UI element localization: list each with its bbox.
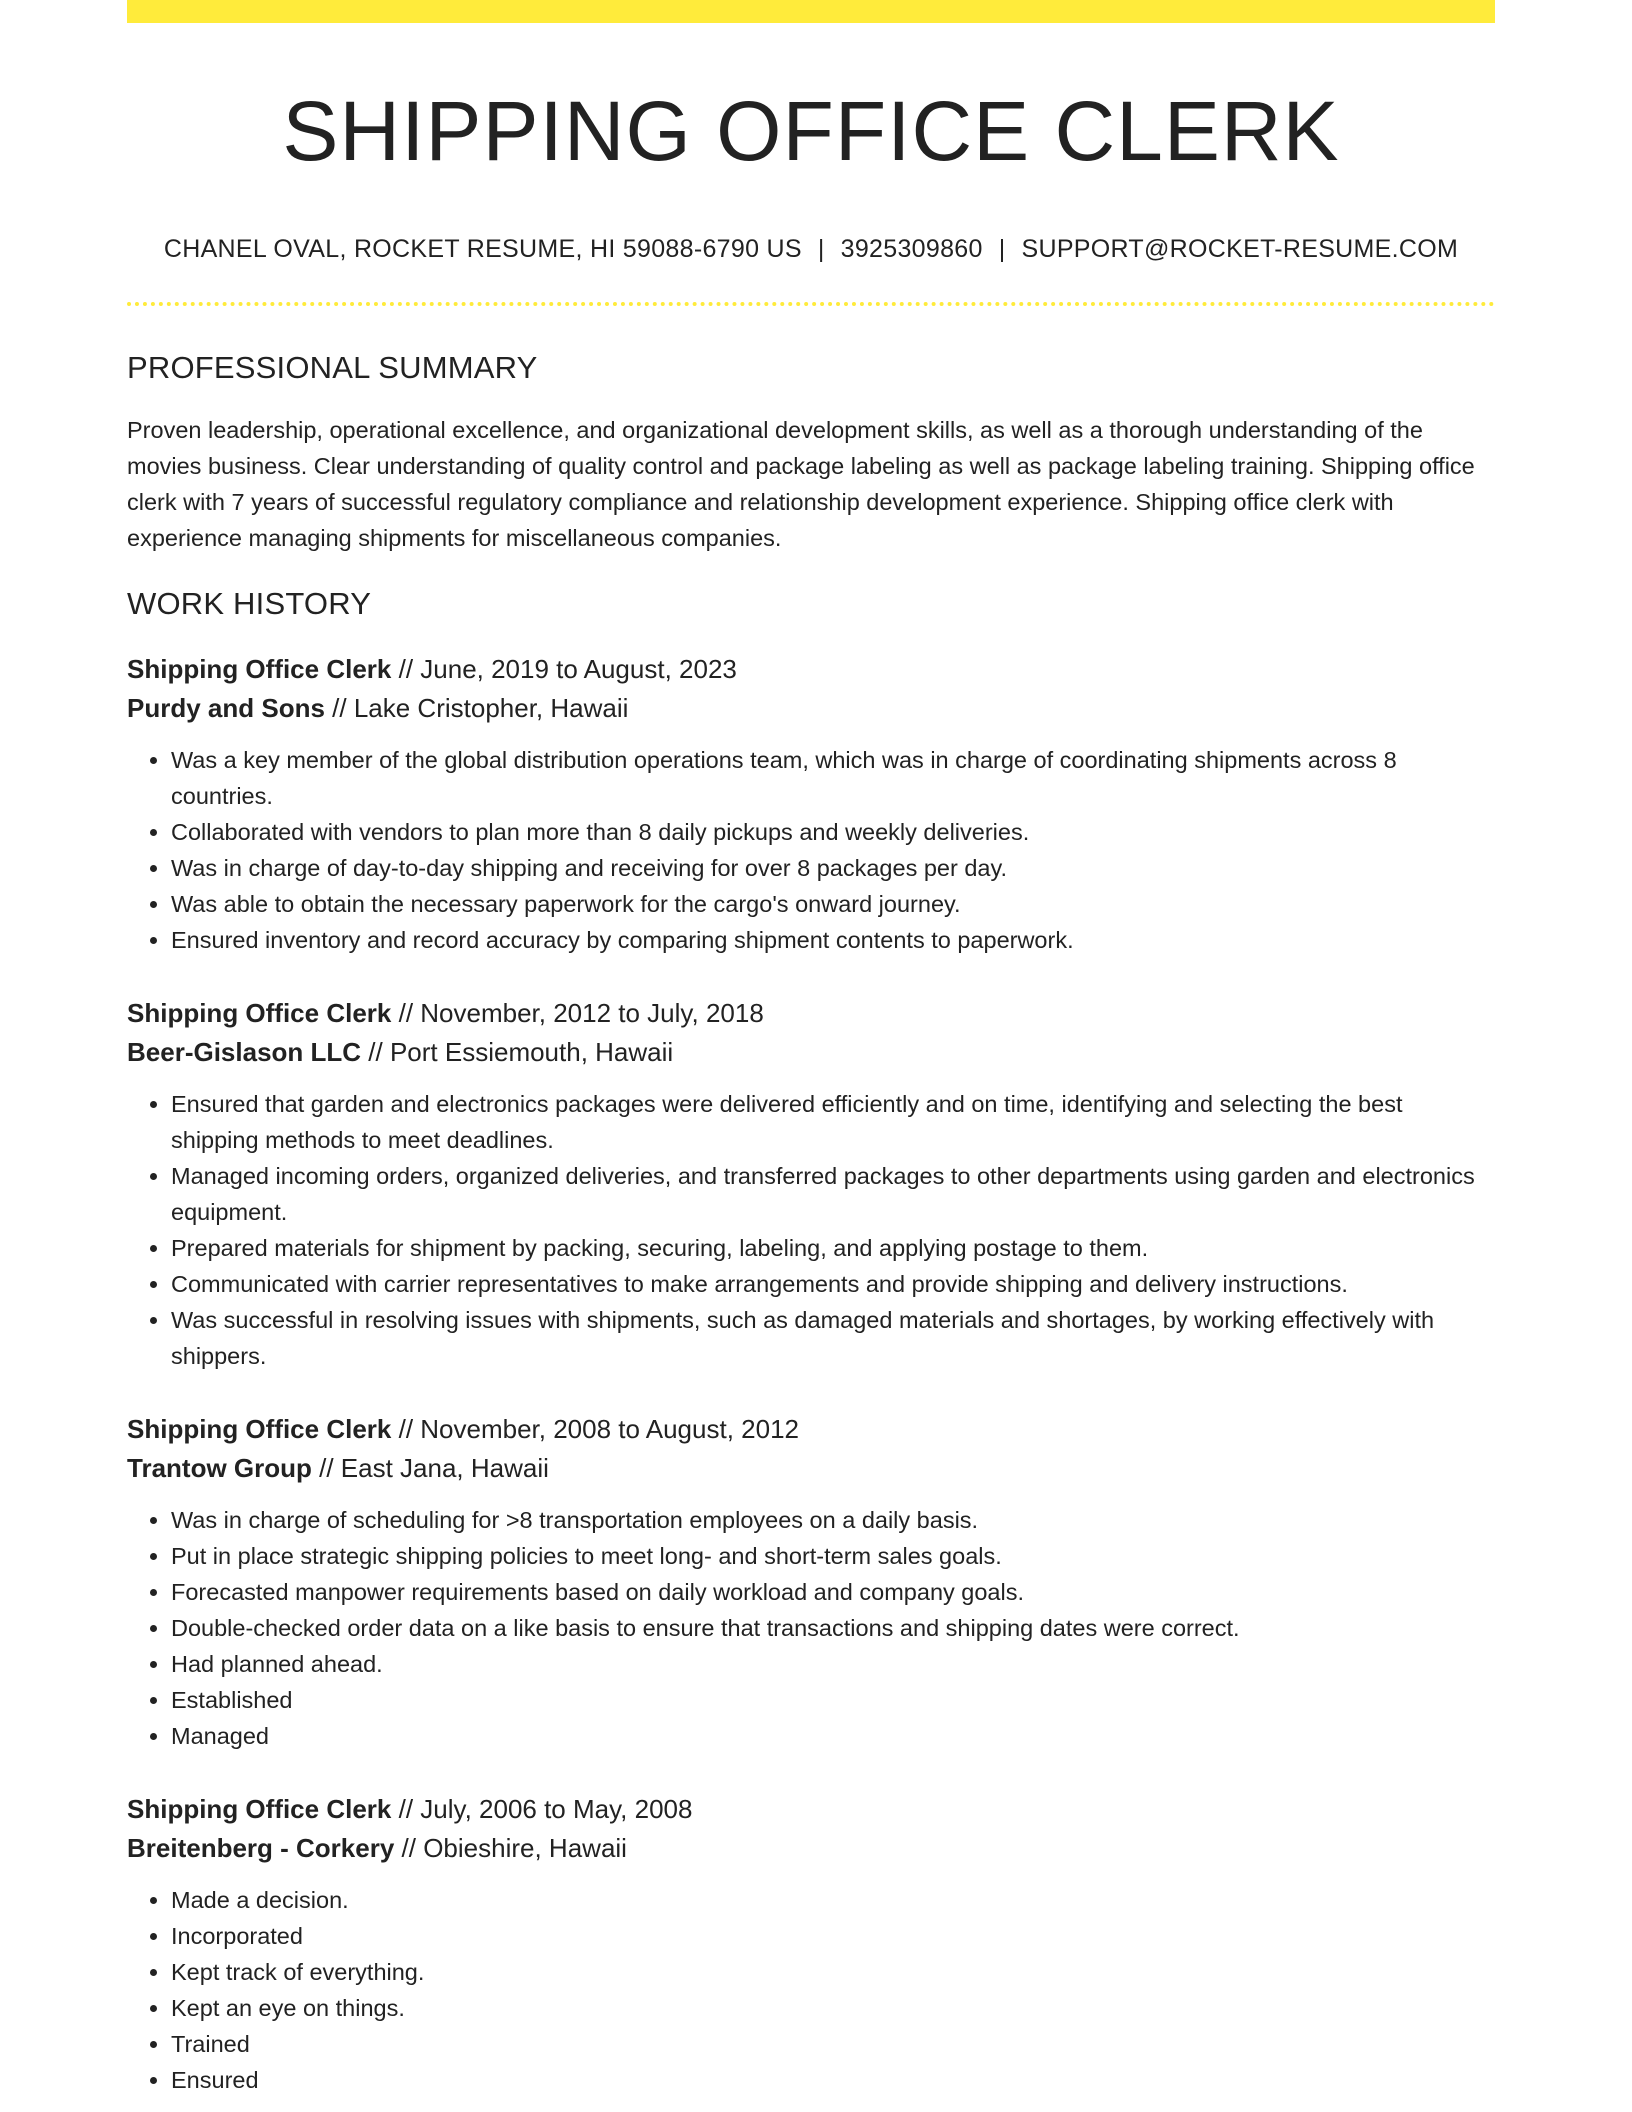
list-item: • Had planned ahead. [171, 1646, 1495, 1682]
job-location: // Obieshire, Hawaii [394, 1833, 627, 1864]
job-dates: // June, 2019 to August, 2023 [391, 654, 737, 685]
job-role: Shipping Office Clerk [127, 1794, 392, 1825]
job-dates: // July, 2006 to May, 2008 [391, 1794, 693, 1825]
job-role-line [127, 1410, 1495, 1449]
job-company-line [127, 1449, 1495, 1488]
job-location: // Lake Cristopher, Hawaii [324, 693, 629, 724]
job-location: // Port Essiemouth, Hawaii [361, 1037, 674, 1068]
contact-phone: 3925309860 [840, 235, 983, 264]
list-item: • Established [171, 1682, 1495, 1718]
job-dates: // November, 2008 to August, 2012 [391, 1414, 799, 1445]
accent-top-bar [127, 0, 1495, 23]
job-entry [127, 994, 1495, 1374]
contact-address: CHANEL OVAL, ROCKET RESUME, HI 59088-6790 US [163, 235, 802, 264]
list-item: • Communicated with carrier representatives to make arrangements and provide shipping and delivery instructions. [171, 1266, 1495, 1302]
list-item: • Kept an eye on things. [171, 1990, 1495, 2026]
list-item: • Collaborated with vendors to plan more than 8 daily pickups and weekly deliveries. [171, 814, 1495, 850]
job-bullet-list [127, 1502, 1495, 1754]
resume-page [127, 0, 1495, 2098]
job-role: Shipping Office Clerk [127, 998, 392, 1029]
job-company: Beer-Gislason LLC [127, 1037, 362, 1068]
list-item: • Double-checked order data on a like basis to ensure that transactions and shipping dates were correct. [171, 1610, 1495, 1646]
contact-email: SUPPORT@ROCKET-RESUME.COM [1021, 235, 1459, 264]
job-dates: // November, 2012 to July, 2018 [391, 998, 764, 1029]
job-role-line [127, 994, 1495, 1033]
job-entry [127, 1410, 1495, 1754]
list-item: • Incorporated [171, 1918, 1495, 1954]
list-item: • Was a key member of the global distribution operations team, which was in charge of coordinating shipments across 8 countries. [171, 742, 1495, 814]
job-entry [127, 650, 1495, 958]
list-item: • Was able to obtain the necessary paperwork for the cargo's onward journey. [171, 886, 1495, 922]
summary-heading: PROFESSIONAL SUMMARY [127, 350, 538, 386]
job-company: Breitenberg - Corkery [127, 1833, 395, 1864]
job-role-line [127, 1790, 1495, 1829]
work-history-heading: WORK HISTORY [127, 586, 372, 622]
list-item: • Ensured [171, 2062, 1495, 2098]
list-item: • Forecasted manpower requirements based on daily workload and company goals. [171, 1574, 1495, 1610]
job-role-line [127, 650, 1495, 689]
job-role: Shipping Office Clerk [127, 1414, 392, 1445]
dotted-divider [127, 302, 1495, 306]
list-item: • Kept track of everything. [171, 1954, 1495, 1990]
job-company-line [127, 689, 1495, 728]
job-bullet-list [127, 1882, 1495, 2098]
list-item: • Prepared materials for shipment by packing, securing, labeling, and applying postage to them. [171, 1230, 1495, 1266]
list-item: • Ensured that garden and electronics packages were delivered efficiently and on time, identifying and selecting the best shipping methods to meet deadlines. [171, 1086, 1495, 1158]
list-item: • Managed incoming orders, organized deliveries, and transferred packages to other departments using garden and electronics equipment. [171, 1158, 1495, 1230]
job-bullet-list [127, 1086, 1495, 1374]
job-entry [127, 1790, 1495, 2098]
contact-separator: | [817, 235, 825, 264]
job-location: // East Jana, Hawaii [311, 1453, 549, 1484]
list-item: • Managed [171, 1718, 1495, 1754]
job-bullet-list [127, 742, 1495, 958]
list-item: • Was successful in resolving issues with shipments, such as damaged materials and shortages, by working effectively with shippers. [171, 1302, 1495, 1374]
job-company: Trantow Group [127, 1453, 312, 1484]
summary-paragraph: Proven leadership, operational excellence, and organizational development skills, as well as a thorough understanding of the movies business. Clear understanding of quality control and package labeling as well as package labeling training. Shipping office clerk with 7 years of successful regulatory compliance and relationship development experience. Shipping office clerk with experience managing shipments for miscellaneous companies. [127, 417, 1475, 552]
contact-separator: | [998, 235, 1006, 264]
list-item: • Put in place strategic shipping policies to meet long- and short-term sales goals. [171, 1538, 1495, 1574]
list-item: • Trained [171, 2026, 1495, 2062]
resume-title: SHIPPING OFFICE CLERK [282, 84, 1340, 178]
job-company: Purdy and Sons [127, 693, 325, 724]
job-role: Shipping Office Clerk [127, 654, 392, 685]
list-item: • Ensured inventory and record accuracy by comparing shipment contents to paperwork. [171, 922, 1495, 958]
job-company-line [127, 1829, 1495, 1868]
list-item: • Made a decision. [171, 1882, 1495, 1918]
job-company-line [127, 1033, 1495, 1072]
contact-line [127, 235, 1495, 264]
list-item: • Was in charge of day-to-day shipping and receiving for over 8 packages per day. [171, 850, 1495, 886]
list-item: • Was in charge of scheduling for >8 transportation employees on a daily basis. [171, 1502, 1495, 1538]
